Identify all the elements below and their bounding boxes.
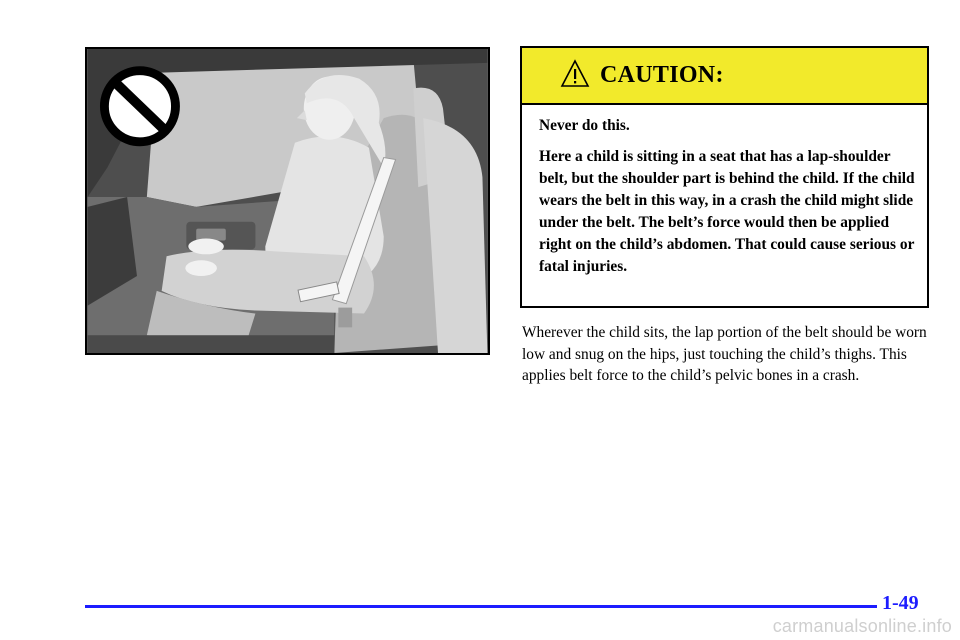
caution-header [522, 48, 927, 105]
prohibition-icon [104, 71, 175, 142]
warning-triangle-icon [560, 59, 590, 89]
caution-body-text: Here a child is sitting in a seat that has a lap-shoulder belt, but the shoulder part is behind the child. If the child wears the belt in this way, in a crash the child might slide under the belt. The belt’s force would then be applied right on the child’s abdomen. That could cause serious or fatal injuries. [539, 148, 915, 275]
body-paragraph: Wherever the child sits, the lap portion of the belt should be worn low and snug on the hips, just touching the child’s thighs. This applies belt force to the child’s pelvic bones in a crash. [522, 324, 927, 384]
caution-lead-text: Never do this. [539, 117, 630, 134]
illustration-artwork [87, 49, 488, 353]
caution-title: CAUTION: [600, 62, 724, 88]
caution-body [522, 105, 927, 278]
footer-rule [85, 605, 877, 608]
page-number: 1-49 [882, 592, 919, 614]
illustration-child-incorrect-belt [85, 47, 490, 355]
watermark: carmanualsonline.info [772, 616, 952, 636]
caution-box [520, 46, 929, 308]
